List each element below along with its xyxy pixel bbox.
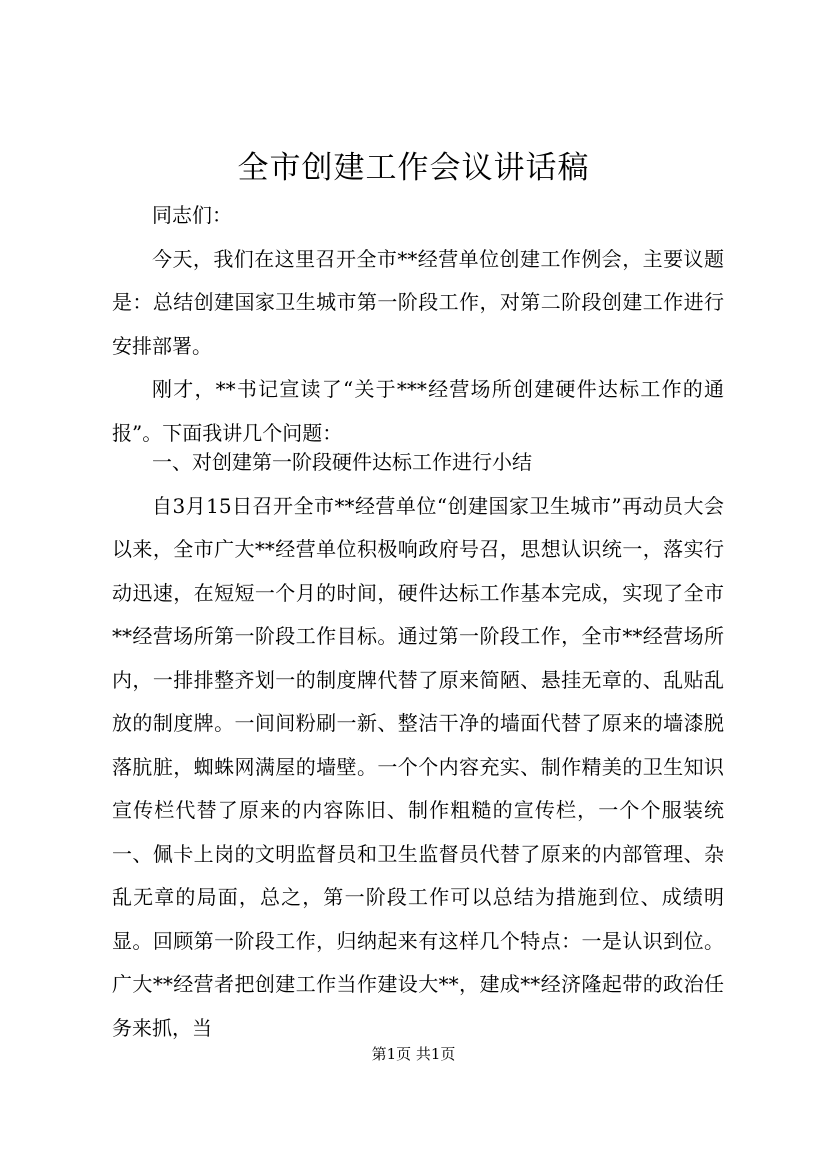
- salutation: 同志们：: [152, 203, 232, 227]
- section-heading: 一、对创建第一阶段硬件达标工作进行小结: [152, 450, 532, 474]
- paragraph-summary: 自3月15日召开全市**经营单位“创建国家卫生城市”再动员大会以来，全市广大**经营单位积极响政府号召，思想认识统一，落实行动迅速，在短短一个月的时间，硬件达标工作基本完成，实现了全市**经营场所第一阶段工作目标。通过第一阶段工作，全市**经营场所内，一排排整齐划一的制度牌代替了原来简陋、悬挂无章的、乱贴乱放的制度牌。一间间粉刷一新、整洁干净的墙面代替了原来的墙漆脱落肮脏，蜘蛛网满屋的墙壁。一个个内容充实、制作精美的卫生知识宣传栏代替了原来的内容陈旧、制作粗糙的宣传栏，一个个服装统一、佩卡上岗的文明监督员和卫生监督员代替了原来的内部管理、杂乱无章的局面，总之，第一阶段工作可以总结为措施到位、成绩明显。回顾第一阶段工作，归纳起来有这样几个特点：一是认识到位。广大**经营者把创建工作当作建设大**，建成**经济隆起带的政治任务来抓，当: [112, 493, 724, 1040]
- paragraph-notice: 刚才，**书记宣读了“关于***经营场所创建硬件达标工作的通报”。下面我讲几个问题：: [112, 377, 724, 445]
- page-footer: 第1页 共1页: [371, 1045, 456, 1063]
- document-title: 全市创建工作会议讲话稿: [237, 150, 590, 186]
- paragraph-intro: 今天，我们在这里召开全市**经营单位创建工作例会，主要议题是：总结创建国家卫生城市第一阶段工作，对第二阶段创建工作进行安排部署。: [112, 246, 724, 358]
